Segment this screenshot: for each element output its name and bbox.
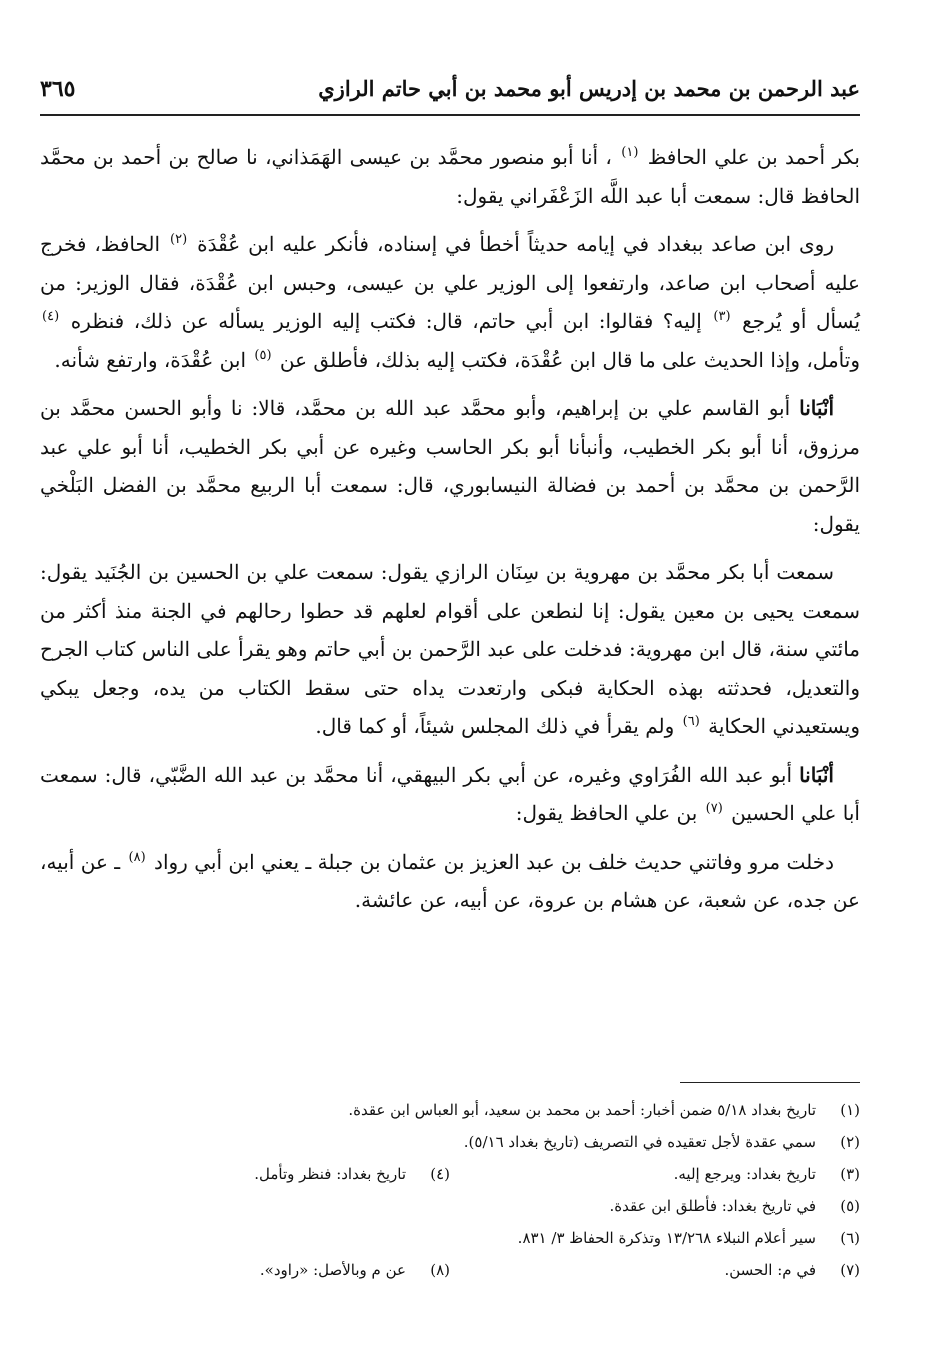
paragraph-3	[40, 389, 860, 543]
text-segment: أبو عبد الله الفُرَاوي وغيره، عن أبي بكر البيهقي، أنا محمَّد بن عبد الله الضَّبّي، قال: سمعت أبا علي الحسين	[40, 762, 860, 825]
footnote-rule	[680, 1082, 860, 1083]
footnote-number: (٦)	[840, 1229, 860, 1247]
text-segment: أبو القاسم علي بن إبراهيم، وأبو محمَّد عبد الله بن محمَّد، قالا: نا وأبو الحسن محمَّد بن مرزوق، أنا أبو بكر الخطيب، وأنبأنا أبو بكر الحاسب وغيره عن أبي بكر الخطيب، أنا أبو علي عبد الرَّحمن بن محمَّد بن أحمد بن فضالة النيسابوري، قال: سمعت	[40, 396, 860, 497]
paragraph-6	[40, 843, 860, 920]
footnote-row	[40, 1126, 860, 1158]
footnote-7	[450, 1254, 860, 1286]
footnote-ref-2: (٢)	[170, 232, 188, 247]
footnote-ref-1: (١)	[621, 145, 639, 160]
footnote-number: (٥)	[840, 1197, 860, 1215]
isnad-keyword: أنْبَانا	[799, 396, 835, 420]
footnote-text: سمي عقدة لأجل تعقيده في التصريف (تاريخ بغداد ٥/١٦).	[463, 1133, 816, 1151]
footnote-text: تاريخ بغداد ٥/١٨ ضمن أخبار: أحمد بن محمد بن سعيد، أبو العباس ابن عقدة.	[348, 1101, 816, 1119]
footnote-number: (٧)	[840, 1261, 860, 1279]
footnote-2	[40, 1126, 860, 1158]
footnote-8	[40, 1254, 450, 1286]
text-segment: أبا الربيع محمَّد بن الفضل البَلْخي	[40, 473, 322, 497]
text-segment: بن علي الحافظ	[569, 801, 698, 825]
paragraph-1	[40, 138, 860, 215]
footnote-text: تاريخ بغداد: فنظر وتأمل.	[254, 1165, 406, 1183]
isnad-keyword: أنْبَانا	[799, 762, 834, 787]
footnotes	[40, 1094, 860, 1286]
footnote-5	[40, 1190, 860, 1222]
footnote-6	[40, 1222, 860, 1254]
header-rule	[40, 114, 860, 116]
footnote-row	[40, 1158, 860, 1190]
main-text	[40, 138, 860, 920]
page-number: ٣٦٥	[40, 76, 76, 102]
footnote-ref-4: (٤)	[42, 309, 60, 324]
footnote-number: (٨)	[430, 1261, 450, 1279]
running-header	[40, 72, 860, 112]
text-segment: ـ عن أبيه، عن جده، عن شعبة، عن هشام بن عروة، عن أبيه، عن عائشة.	[40, 849, 860, 912]
text-segment: روى ابن صاعد ببغداد في إيامه حديثاً أخطأ في إسناده، فأنكر عليه ابن عُقْدَة	[197, 232, 834, 256]
footnote-1	[40, 1094, 860, 1126]
footnote-number: (٤)	[430, 1165, 450, 1183]
text-segment: ، أنا أبو منصور محمَّد بن عيسى الهَمَذاني، نا صالح بن أحمد بن محمَّد الحافظ قال: سمعت أبا عبد اللَّه الزَعْفَراني يقول:	[40, 145, 860, 208]
footnote-row	[40, 1190, 860, 1222]
footnote-row	[40, 1222, 860, 1254]
footnote-number: (٣)	[840, 1165, 860, 1183]
text-segment: سمعت أبا بكر محمَّد بن مهروية بن سِنَان الرازي يقول: سمعت علي بن الحسين بن الجُنَيد يقول: سمعت يحيى بن معين يقول: إنا لنطعن على أقوام لعلهم قد حطوا رحالهم في الجنة منذ أكثر من مائتي سنة، قال ابن مهروية: فدخلت على عبد الرَّحمن بن أبي حاتم وهو يقرأ على الناس كتاب الجرح والتعديل، فحدثته بهذه الحكاية فبكى وارتعدت يداه حتى سقط الكتاب من يده، وجعل يبكي ويستعيدني الحكاية	[40, 560, 860, 738]
text-segment: ولم يقرأ في ذلك المجلس شيئاً، أو كما قال.	[315, 714, 675, 738]
text-segment: دخلت مرو وفاتني حديث خلف بن عبد العزيز بن عثمان بن جبلة ـ يعني ابن أبي رواد	[154, 849, 834, 874]
footnote-3	[450, 1158, 860, 1190]
header-title: عبد الرحمن بن محمد بن إدريس أبو محمد بن أبي حاتم الرازي	[318, 76, 860, 101]
text-segment: بكر أحمد بن علي الحافظ	[647, 145, 860, 169]
footnote-ref-6: (٦)	[682, 714, 700, 729]
footnote-ref-3: (٣)	[713, 309, 731, 324]
footnote-text: في تاريخ بغداد: فأطلق ابن عقدة.	[609, 1197, 816, 1215]
text-segment: وتأمل، وإذا الحديث على ما قال ابن عُقْدَة، فكتب إليه بذلك، فأطلق عن	[279, 347, 860, 372]
footnote-text: في م: الحسن.	[724, 1261, 816, 1279]
footnote-text: تاريخ بغداد: ويرجع إليه.	[673, 1165, 816, 1183]
footnote-4	[40, 1158, 450, 1190]
text-segment: ابن عُقْدَة، وارتفع شأنه.	[54, 347, 247, 372]
text-segment: يقول:	[515, 801, 564, 825]
footnote-ref-7: (٧)	[705, 801, 723, 816]
footnote-row	[40, 1094, 860, 1126]
paragraph-2	[40, 225, 860, 379]
paragraph-5	[40, 756, 860, 833]
footnote-text: عن م وبالأصل: «راود».	[259, 1261, 406, 1279]
footnote-ref-5: (٥)	[254, 347, 272, 363]
footnote-number: (١)	[840, 1101, 860, 1119]
footnote-row	[40, 1254, 860, 1286]
footnote-ref-8: (٨)	[128, 849, 146, 865]
paragraph-4	[40, 553, 860, 746]
footnote-number: (٢)	[840, 1133, 860, 1151]
text-segment: إليه؟ فقالوا: ابن أبي حاتم، قال: فكتب إليه الوزير يسأله عن ذلك، فنظره	[70, 309, 702, 333]
text-segment: الحافظ، فخرج عليه أصحاب ابن صاعد، وارتفعوا إلى الوزير علي بن عيسى، وحبس ابن عُقْدَة، فقال الوزير: من يُسأل أو يُرجع	[40, 232, 861, 333]
footnote-text: سير أعلام النبلاء ١٣/٢٦٨ وتذكرة الحفاظ ٣/ ٨٣١.	[517, 1229, 816, 1247]
text-segment: يقول:	[812, 511, 860, 536]
